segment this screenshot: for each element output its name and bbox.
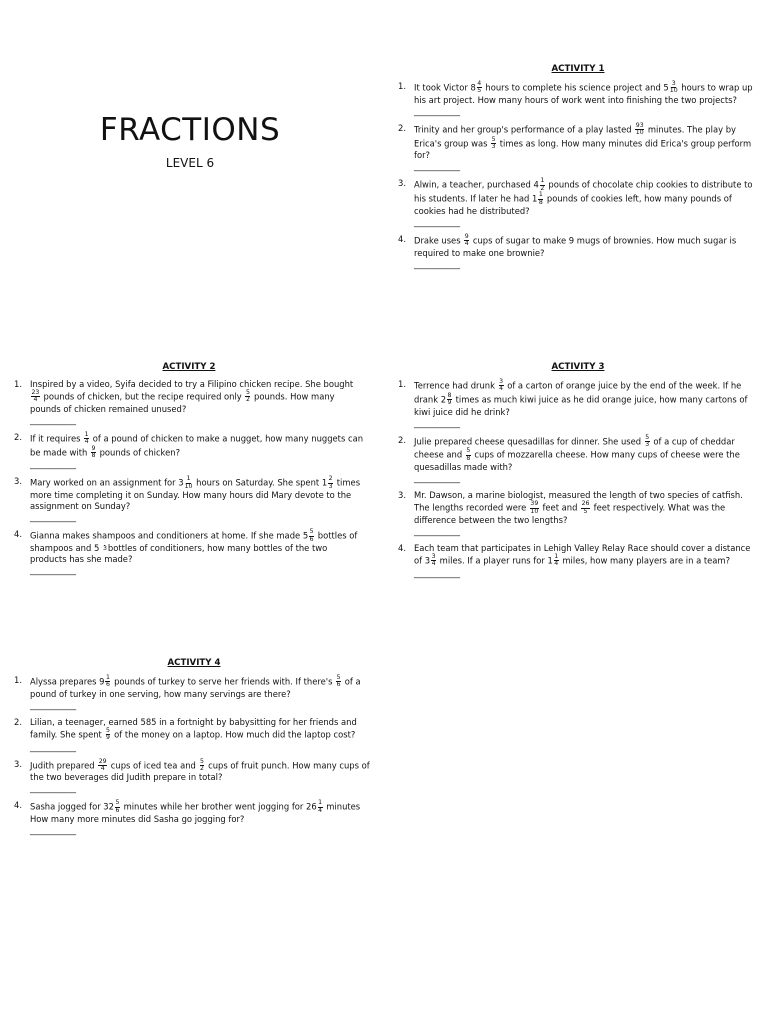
- question-text: cups of mozzarella cheese. How many cups of cheese were the quesadillas made with?: [414, 449, 740, 473]
- denominator: 10: [184, 482, 193, 490]
- question-text: miles, how many players are in a team?: [559, 555, 731, 566]
- fraction: [499, 379, 504, 393]
- question-text: Each team that participates in Lehigh Valley Relay Race should cover a distance of 3: [414, 543, 751, 566]
- question-text: of a carton of orange juice by the end of the week. If he drank 2: [414, 380, 742, 405]
- answer-blank[interactable]: ___________: [414, 258, 461, 269]
- fraction: [530, 501, 539, 515]
- question-text: hours to complete his science project and 5: [482, 82, 669, 93]
- question-text: times as long. How many minutes did Erica's group perform for?: [414, 138, 752, 161]
- question-text: Terrence had drunk: [414, 380, 498, 391]
- question-number: 4.: [398, 543, 406, 554]
- question-text: cups of sugar to make 9 mugs of brownies. How much sugar is required to make one brownie?: [414, 235, 737, 258]
- fraction: [466, 448, 471, 462]
- answer-blank[interactable]: ___________: [414, 526, 461, 537]
- denominator: 10: [530, 507, 539, 515]
- fraction: [31, 390, 40, 404]
- question-number: 3.: [14, 758, 22, 769]
- denominator: 4: [554, 560, 559, 568]
- denominator: 3: [491, 143, 496, 151]
- question-item: [398, 379, 758, 429]
- title-block: [80, 112, 300, 170]
- question-item: [398, 81, 758, 117]
- fraction: [554, 554, 559, 568]
- answer-blank[interactable]: ___________: [414, 473, 461, 484]
- question-number: 2.: [14, 431, 22, 442]
- numerator: 5: [645, 433, 650, 441]
- question-text: times more time completing it on Sunday. How many hours did Mary devote to the assignment on Sunday?: [30, 477, 361, 512]
- denominator: 6: [115, 806, 120, 814]
- denominator: 4: [499, 385, 504, 393]
- answer-blank[interactable]: ___________: [30, 741, 77, 752]
- question-text: Drake uses: [414, 235, 464, 246]
- denominator: 3: [328, 482, 333, 490]
- denominator: 4: [431, 560, 436, 568]
- question-text: miles. If a player runs for 1: [437, 555, 553, 566]
- numerator: 9: [91, 444, 96, 452]
- denominator: 5: [477, 87, 482, 95]
- page-title: FRACTIONS: [99, 112, 281, 148]
- denominator: 9: [106, 734, 110, 742]
- question-number: 2.: [398, 434, 406, 445]
- numerator: 3: [431, 553, 436, 561]
- denominator: 9: [447, 399, 452, 407]
- denominator: 3: [102, 544, 107, 552]
- question-text: Alyssa prepares 9: [30, 676, 105, 687]
- question-number: 1.: [398, 379, 406, 389]
- fraction: [670, 81, 678, 95]
- question-item: [14, 675, 374, 711]
- answer-blank[interactable]: ___________: [414, 105, 461, 116]
- denominator: 2: [245, 396, 250, 404]
- activity-heading: ACTIVITY 3: [551, 362, 605, 372]
- question-number: 4.: [14, 529, 22, 540]
- fraction: [538, 192, 543, 206]
- question-text: pounds of turkey to serve her friends with. If there's: [111, 676, 336, 687]
- denominator: 8: [538, 198, 543, 206]
- answer-blank[interactable]: ___________: [30, 565, 77, 576]
- numerator: 29: [98, 757, 107, 765]
- fraction: [431, 554, 436, 568]
- question-number: 3.: [398, 178, 406, 189]
- fraction: [477, 81, 482, 95]
- fraction: [464, 234, 469, 248]
- denominator: 2: [200, 765, 204, 773]
- question-text: Gianna makes shampoos and conditioners at home. If she made 5: [30, 530, 309, 541]
- question-text: Alwin, a teacher, purchased 4: [414, 179, 539, 190]
- question-text: Lilian, a teenager, earned 585 in a fortnight by babysitting for her friends and family. She spent: [30, 716, 357, 740]
- denominator: 4: [33, 396, 38, 404]
- activity-2: [14, 362, 364, 582]
- question-item: [14, 717, 374, 753]
- question-text: of a cup of cheddar cheese and: [414, 436, 735, 460]
- fraction: [447, 393, 452, 407]
- question-item: [14, 432, 364, 471]
- question-number: 3.: [14, 476, 22, 487]
- answer-blank[interactable]: ___________: [30, 414, 77, 425]
- activity-4: [14, 658, 374, 842]
- numerator: 1: [105, 674, 110, 681]
- denominator: 5: [583, 507, 588, 515]
- fraction: [115, 800, 120, 814]
- denominator: 10: [635, 129, 644, 137]
- question-item: [14, 529, 364, 576]
- answer-blank[interactable]: ___________: [30, 699, 77, 710]
- fraction: [635, 123, 644, 137]
- numerator: 1: [540, 177, 545, 185]
- fraction: [91, 446, 96, 460]
- answer-blank[interactable]: ___________: [414, 217, 461, 228]
- activity-1: [398, 64, 758, 276]
- fraction: [105, 675, 110, 689]
- denominator: 8: [91, 452, 96, 460]
- question-text: bottles of conditioners, how many bottles of the two products has she made?: [30, 543, 328, 565]
- numerator: 2: [328, 475, 333, 483]
- question-item: [14, 800, 374, 836]
- question-text: Judith prepared: [30, 760, 98, 771]
- question-item: [14, 476, 364, 523]
- activity-heading: ACTIVITY 1: [551, 64, 605, 74]
- question-text: cups of fruit punch. How many cups of the two beverages did Judith prepare in total?: [30, 760, 370, 783]
- numerator: 5: [491, 135, 496, 143]
- fraction: [84, 432, 89, 446]
- question-text: times as much kiwi juice as he did orange juice, how many cartons of kiwi juice did he drink?: [414, 394, 748, 417]
- answer-blank[interactable]: ___________: [414, 417, 461, 428]
- numerator: 3: [499, 378, 504, 385]
- question-item: [398, 490, 758, 537]
- numerator: 5: [245, 389, 250, 396]
- fraction: [540, 178, 545, 192]
- question-text: pounds of cookies left, how many pounds of cookies had he distributed?: [414, 193, 732, 217]
- question-item: [14, 379, 364, 426]
- question-text: It took Victor 8: [414, 82, 476, 93]
- answer-blank[interactable]: ___________: [30, 783, 77, 794]
- question-number: 4.: [398, 234, 406, 245]
- numerator: 23: [31, 389, 40, 396]
- question-text: cups of iced tea and: [108, 760, 199, 771]
- answer-blank[interactable]: ___________: [30, 825, 77, 836]
- denominator: 8: [466, 454, 471, 462]
- question-text: pounds of chocolate chip cookies to distribute to his students. If later he had 1: [414, 179, 753, 204]
- numerator: 1: [186, 475, 191, 483]
- question-text: pounds. How many pounds of chicken remained unused?: [30, 391, 335, 414]
- question-text: minutes while her brother went jogging for 26: [120, 801, 317, 812]
- numerator: 5: [336, 674, 341, 681]
- question-number: 2.: [14, 716, 22, 727]
- denominator: 6: [336, 681, 341, 689]
- numerator: 4: [477, 80, 482, 87]
- numerator: 5: [115, 799, 120, 807]
- question-text: Sasha jogged for 32: [30, 801, 114, 812]
- question-text: pounds of chicken?: [96, 447, 181, 458]
- numerator: 1: [318, 799, 323, 807]
- denominator: 4: [84, 438, 89, 446]
- numerator: 5: [309, 528, 314, 536]
- question-text: bottles of shampoos and 5: [30, 530, 358, 554]
- fraction: [491, 137, 496, 151]
- question-item: [398, 435, 758, 485]
- denominator: 4: [100, 765, 105, 773]
- question-text: Inspired by a video, Syifa decided to try a Filipino chicken recipe. She bought: [30, 379, 354, 389]
- numerator: 5: [466, 447, 471, 455]
- numerator: 39: [530, 500, 539, 508]
- answer-blank[interactable]: ___________: [414, 161, 461, 172]
- question-text: feet respectively. What was the difference between the two lengths?: [414, 502, 726, 526]
- fraction: [581, 501, 590, 515]
- activity-heading: ACTIVITY 4: [167, 658, 221, 668]
- question-item: [14, 759, 374, 795]
- question-text: of a pound of turkey in one serving, how many servings are there?: [30, 676, 361, 699]
- question-text: of a pound of chicken to make a nugget, how many nuggets can be made with: [30, 433, 364, 458]
- question-text: Mr. Dawson, a marine biologist, measured the length of two species of catfish. The lengths recorded were: [414, 490, 743, 513]
- numerator: 26: [581, 500, 590, 508]
- activity-heading: ACTIVITY 2: [162, 362, 216, 372]
- question-text: Trinity and her group's performance of a play lasted: [414, 124, 635, 135]
- numerator: 1: [84, 430, 89, 438]
- question-item: [398, 123, 758, 173]
- denominator: 10: [669, 87, 678, 95]
- question-text: Julie prepared cheese quesadillas for dinner. She used: [414, 436, 644, 447]
- question-text: pounds of chicken, but the recipe required only: [40, 391, 245, 402]
- denominator: 4: [318, 806, 323, 814]
- fraction: [200, 759, 205, 773]
- numerator: 93: [635, 121, 644, 129]
- question-text: hours on Saturday. She spent 1: [193, 477, 328, 488]
- fraction: [106, 728, 111, 742]
- numerator: 5: [106, 726, 110, 734]
- question-number: 2.: [398, 122, 406, 133]
- answer-blank[interactable]: ___________: [30, 459, 77, 470]
- question-text: feet and: [539, 502, 581, 513]
- question-number: 3.: [398, 490, 406, 501]
- fraction: [309, 529, 314, 543]
- question-item: [398, 234, 758, 270]
- numerator: 1: [554, 553, 559, 561]
- fraction: [98, 759, 107, 773]
- fraction: [185, 476, 193, 490]
- denominator: 6: [105, 681, 110, 689]
- denominator: 4: [464, 240, 469, 248]
- numerator: 5: [200, 757, 204, 765]
- numerator: 1: [538, 191, 543, 199]
- numerator: 3: [671, 80, 676, 87]
- denominator: 3: [645, 441, 650, 449]
- question-text: minutes How many more minutes did Sasha go jogging for?: [30, 801, 361, 825]
- question-number: 1.: [14, 675, 22, 685]
- fraction: [328, 476, 333, 490]
- denominator: 6: [309, 535, 314, 543]
- numerator: 9: [464, 233, 469, 241]
- numerator: 8: [447, 391, 452, 399]
- denominator: 2: [540, 184, 545, 192]
- fraction: [245, 390, 250, 404]
- question-text: Mary worked on an assignment for 3: [30, 477, 184, 488]
- question-number: 4.: [14, 800, 22, 811]
- fraction: [318, 800, 323, 814]
- question-text: minutes. The play by Erica's group was: [414, 124, 736, 149]
- answer-blank[interactable]: ___________: [30, 512, 77, 523]
- fraction: [336, 675, 341, 689]
- fraction: [645, 435, 650, 449]
- level-label: LEVEL 6: [165, 156, 215, 170]
- activity-3: [398, 362, 758, 585]
- answer-blank[interactable]: ___________: [414, 567, 461, 578]
- question-number: 1.: [398, 81, 406, 91]
- question-text: hours to wrap up his art project. How many hours of work went into finishing the two projects?: [414, 82, 753, 105]
- question-text: of the money on a laptop. How much did the laptop cost?: [111, 729, 356, 740]
- question-item: [398, 178, 758, 228]
- fraction: [103, 545, 107, 552]
- question-number: 1.: [14, 379, 22, 389]
- question-text: If it requires: [30, 433, 84, 444]
- question-item: [398, 543, 758, 579]
